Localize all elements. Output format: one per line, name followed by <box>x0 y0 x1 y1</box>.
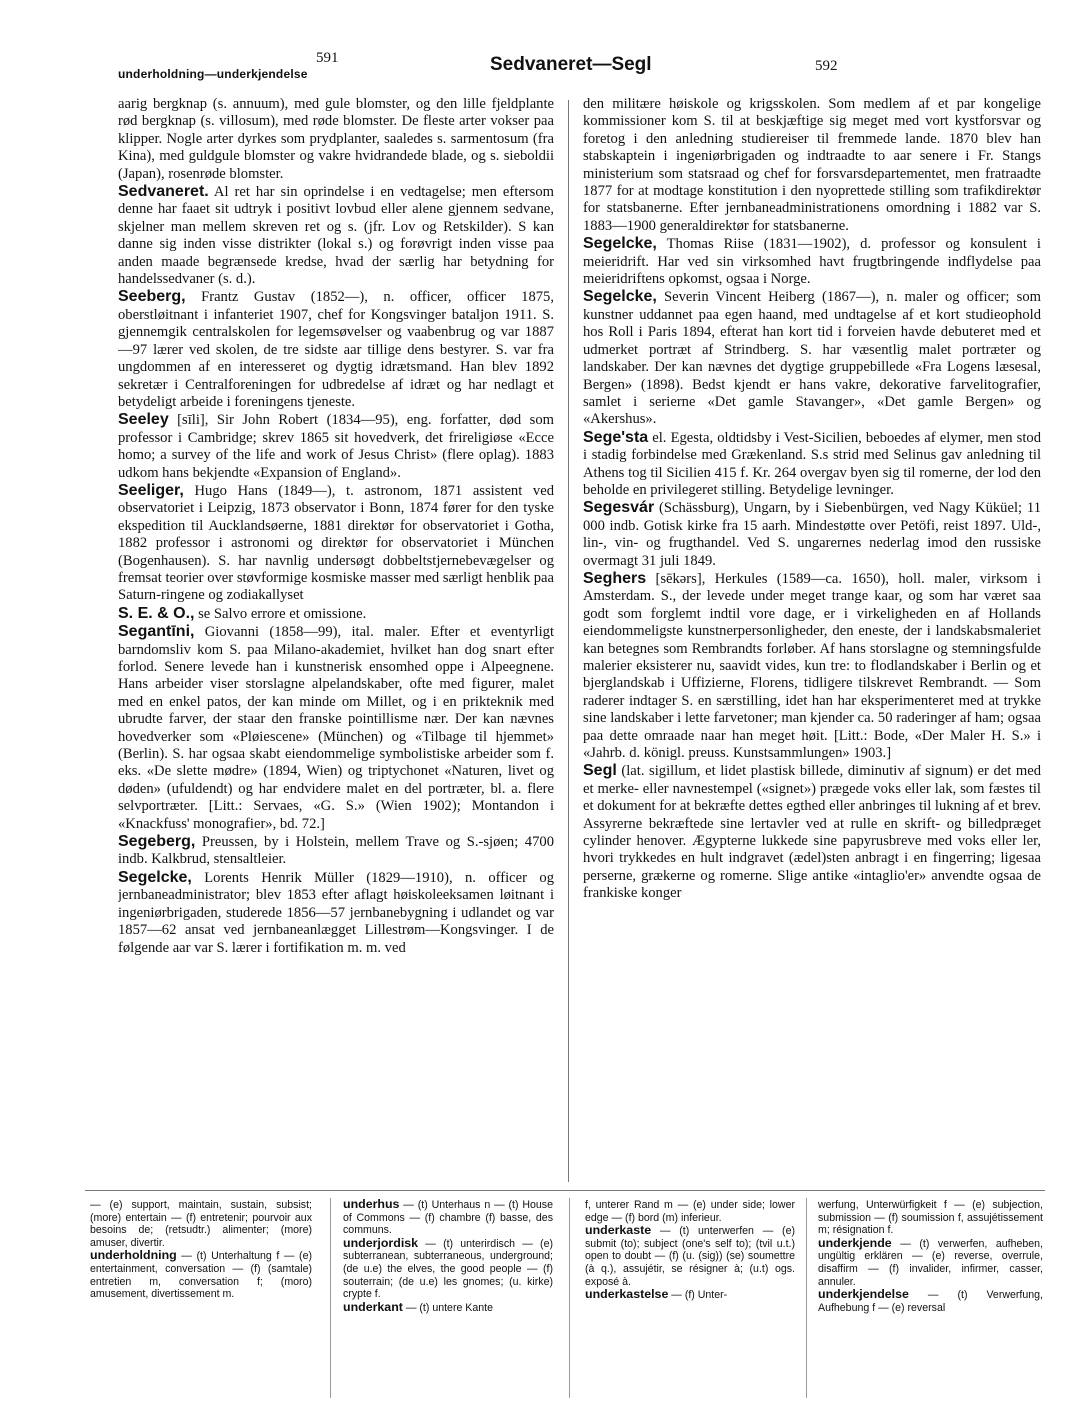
entry-headword: Seeley <box>118 411 169 429</box>
footer-entry <box>585 1224 795 1288</box>
entry-text: Preussen, by i Holstein, mellem Trave og S.-sjøen; 4700 indb. Kalkbrud, stensaltleier. <box>118 834 554 868</box>
footer-headword: underkant <box>343 1299 403 1314</box>
footer-entry <box>818 1237 1043 1288</box>
entry-text: (Schässburg), Ungarn, by i Siebenbürgen, ved Nagy Küküel; 11 000 indb. Gotisk kirke fra 15 aarh. Mindestøtte over Petöfi, reist 1897. Uld-, lin-, vin- og frugthandel. Ved S. ungarernes nederlag imod den russiske overmagt 31 juli 1849. <box>583 500 1041 569</box>
entry-text: Lorents Henrik Müller (1829—1910), n. officer og jernbaneadministrator; blev 1853 efter aflagt høiskoleeksamen løitnant i ingeniørbrigaden, studerede 1856—57 jernbanebygning i udlandet og var 1857—62 ansat ved jernbaneanlægget Lillestrøm—Kongsvinger. I de følgende aar var S. lærer i fortifikation m. m. ved <box>118 869 554 956</box>
entry-text: [sīli], Sir John Robert (1834—95), eng. forfatter, død som professor i Cambridge; skrev 1865 sit hovedverk, det frireligiøse «Ecce homo; a survey of the life and work of Jesus Christ» (flere oplag). 1883 udkom hans bekjendte «Expansion of England». <box>118 412 554 481</box>
footer-entry <box>343 1301 553 1315</box>
entry-headword: Segelcke, <box>583 288 657 306</box>
entry-headword: Seghers <box>583 569 647 587</box>
footer-headword: underkjendelse <box>818 1287 909 1302</box>
footer-column-1 <box>90 1198 312 1408</box>
entry-text: (lat. sigillum, et lidet plastisk billede, diminutiv af signum) er det med et merke- eller navnestempel («signet») prægede voks eller lak, som fæstes til et dokument for at bekræfte dettes egthed eller anbringes til lukning af et brev. Assyrerne bekræftede sine lertavler ved at rulle en skrift- og billedpræget cylinder henover. Ægypterne lukkede sine papyrusbreve med voks eller ler, hvori trykkedes en hult indgravet (ædel)sten anbragt i en fingerring; ligesaa perserne, grækerne og romerne. Slige antike «intaglio'er» anvendte ogsaa de frankiske konger <box>583 763 1041 902</box>
entry <box>583 570 1041 762</box>
entry <box>118 482 554 605</box>
entry-headword: Segelcke, <box>118 868 192 886</box>
entry-text: den militære høiskole og krigsskolen. Som medlem af et par kongelige kommissioner kom S. til at beskjæftige sig meget med vort kystforsvar og foretog i den anledning studiereiser til fremmede lande. 1870 blev han stabskaptein i ingeniørbrigaden og indtraadte to aar senere i Fr. Stangs ministerium som statsraad og chef for forsvarsdepartementet, men fratraadte 1877 for at modtage konstitution i den nyoprettede stilling som trafikdirektør for statsbanerne. Efter jernbaneadministrationens omordning i 1882 var S. 1883—1900 generaldirektør for statsbanerne. <box>583 96 1041 234</box>
entry <box>583 429 1041 500</box>
footer-text: — (t) Unterhaltung f — (e) entertainment, conversation — (f) (samtale) entretien m, conversation f; (moro) amusement, divertissement m. <box>90 1250 312 1301</box>
footer-headword: underkjende <box>818 1235 892 1250</box>
footer-text: — (t) verwerfen, aufheben, ungültig erklären — (e) reverse, overrule, disaffirm — (f) invalider, infirmer, casser, annuler. <box>818 1237 1043 1288</box>
entry-text: Thomas Riise (1831—1902), d. professor og konsulent i meieridrift. Har ved sin virksomhed havt frugtbringende indflydelse paa meieridriftens opkomst, ogsaa i Norge. <box>583 236 1041 288</box>
footer-headword: underkastelse <box>585 1287 669 1302</box>
entry-text: el. Egesta, oldtidsby i Vest-Sicilien, beboedes af elymer, men stod i stadig forbindelse med Grækenland. S.s strid med Selinus gav anledning til Athens tog til Sicilien 415 f. Kr. 264 overgav byen sig til romerne, der lod den beholde en privilegeret stilling. Betydelige levninger. <box>583 429 1041 498</box>
entry <box>118 183 554 288</box>
entry-text: Frantz Gustav (1852—), n. officer, officer 1875, oberstløitnant i infanteriet 1907, chef for Kongsvinger bataljon 1911. S. gjennemgik centralskolen for legemsøvelser og vaabenbrug og var 1887—97 lærer ved skolen, de tre sidste aar tillige dens bestyrer. S. var fra ungdommen af en interesseret og dygtig idrætsmand. Han blev 1892 sekretær i Centralforeningen for udbredelse af idræt og har nedlagt et betydeligt arbeide i foreningens tjeneste. <box>118 289 554 410</box>
entry-text: Severin Vincent Heiberg (1867—), n. maler og officer; som kunstner uddannet paa egen haand, med undtagelse af et kort studieophold hos Roll i Paris 1894, efterat han kort tid i forveien havde debuteret med et udmerket portræt af Strindberg. S. har væsentlig malet portræter og landskaber. Der kan nævnes det dygtige gruppebillede «Fra Logens læsesal, Bergen» (1898). Bedst kjendt er hans vakre, dekorative farvelitografier, samlet i serierne «Det gamle Stavanger», «Det gamle Bergen» og «Akershus». <box>583 289 1041 428</box>
entry <box>118 288 554 411</box>
entry <box>583 762 1041 902</box>
entry-headword: Segantīni, <box>118 623 195 641</box>
footer-text: — (t) unterwerfen — (e) submit (to); subject (one's self to); (tvil u.t.) open to doubt — (f) (u. (sig)) (se) soumettre (à q.), assujétir, se résigner à; (u.t) ogs. exposé à. <box>585 1225 795 1288</box>
entry-headword: Seeliger, <box>118 481 184 499</box>
footer-column-4 <box>818 1198 1043 1408</box>
entry-headword: Segesvár <box>583 499 655 517</box>
entry-text: [sēkərs], Herkules (1589—ca. 1650), holl. maler, virksom i Amsterdam. S., der levede under meget trange kaar, og som har været saa godt som forglemt indtil vore dage, er i virkeligheden en af Hollands eiendommeligste kunstnerpersonligheder, den eneste, der i landskabsmaleriet kan betegnes som Rembrandts forløber. Af hans storslagne og stemningsfulde malerier eksisterer nu, saavidt vides, kun tre: to flodlandskaber i Berlin og et bjerglandskab i Uffizierne, Florens, tidligere tilskrevet Rembrandt. — Som raderer indtager S. en særstilling, idet han har eksperimenteret med at trykke sine landskaber i lette farvetoner; man kjender ca. 50 raderinger af ham; ogsaa paa dette omraade naar han meget høit. [Litt.: Bode, «Der Maler H. S.» i «Jahrb. d. königl. preuss. Kunstsammlungen» 1903.] <box>583 570 1041 762</box>
footer-entry <box>343 1198 553 1237</box>
footer-column-2 <box>343 1198 553 1408</box>
footer-column-divider <box>330 1198 331 1398</box>
entry <box>583 235 1041 288</box>
entry-headword: Seeberg, <box>118 288 186 306</box>
right-column <box>583 95 1041 1185</box>
entry <box>118 411 554 482</box>
footer-column-divider <box>806 1198 807 1398</box>
footer-column-3 <box>585 1198 795 1408</box>
footer-text: f, unterer Rand m — (e) under side; lower edge — (f) bord (m) inferieur. <box>585 1199 795 1224</box>
footer-entry <box>818 1288 1043 1314</box>
entry-headword: Segeberg, <box>118 833 196 851</box>
footer-entry <box>585 1198 795 1224</box>
entry-text: se Salvo errore et omissione. <box>194 605 367 622</box>
footer-text: — (t) Unterhaus n — (t) House of Commons — (f) chambre (f) basse, des communs. <box>343 1199 553 1237</box>
footer-entry <box>585 1288 795 1302</box>
entry <box>118 95 554 183</box>
entry-headword: Sege'sta <box>583 428 649 446</box>
left-guide-words: underholdning—underkjendelse <box>118 67 308 81</box>
footer-headword: underkaste <box>585 1223 652 1238</box>
entry-text: aarig bergknap (s. annuum), med gule blomster, og den lille fjeldplante rød bergknap (s. villosum), med røde blomster. De fleste arter vokser paa klipper. Nogle arter dyrkes som prydplanter, saaledes s. sarmentosum (fra Kina), med guldgule blomster og vakre hvidrandede blade, og s. sieboldii (Japan), rosenrøde blomster. <box>118 96 554 182</box>
right-page-number: 592 <box>815 58 838 74</box>
entry-headword: S. E. & O., <box>118 604 195 622</box>
entry-headword: Segl <box>583 762 617 780</box>
footer-entry <box>90 1249 312 1300</box>
entry <box>583 95 1041 235</box>
left-column <box>118 95 554 1185</box>
entry-text: Giovanni (1858—99), ital. maler. Efter et eventyrligt barndomsliv kom S. paa Milano-akademiet, hvilket han dog snart efter forlod. Senere levede han i kunstnerisk ensomhed oppe i Alpeegnene. Hans arbeider viser storslagne alpelandskaber, ofte med figurer, malet med en enkel patos, der kan minde om Millet, og i en prikteknik med ubrudte farver, der staar den franske pointillisme nær. Der kan nævnes hovedverker som «Pløiescene» (München) og «Tilbage til hjemmet» (Berlin). S. har ogsaa skabt eiendommelige symbolistiske arbeider som f. eks. «De slette mødre» (1894, Wien) og triptychonet «Naturen, livet og døden» (ufuldendt) og har endvidere malet en del portræter, bl. a. flere selvportræter. [Litt.: Servaes, «G. S.» (Wien 1902); Montandon i «Knackfuss' monografier», bd. 72.] <box>118 624 554 832</box>
footer-text: — (t) unterirdisch — (e) subterranean, subterraneous, underground; (de u.e) the elves, the good people — (f) souterrain; (de u.e) les gnomes; (u. kirke) crypte f. <box>343 1237 553 1301</box>
footer-text: — (t) Verwerfung, Aufhebung f — (e) reversal <box>818 1289 1043 1314</box>
column-divider <box>568 100 569 1182</box>
entry <box>118 605 554 623</box>
footer-text: — (f) Unter- <box>668 1289 728 1302</box>
footer-text: — (e) support, maintain, sustain, subsist; (more) entertain — (f) entretenir; pourvoir aux besoins de; (retsudtr.) alimenter; (more) amuser, divertir. <box>90 1199 312 1249</box>
left-page-number: 591 <box>316 50 339 66</box>
entry <box>118 869 554 957</box>
entry-headword: Segelcke, <box>583 235 657 253</box>
footer-headword: underholdning <box>90 1248 177 1263</box>
footer-headword: underhus <box>343 1198 400 1211</box>
entry-text: Al ret har sin oprindelse i en vedtagelse; men eftersom denne har faaet sit udtryk i positivt lovbud eller alene gjennem sedvane, skjelner man mellem skreven ret og s. (jfr. Lov og Retskilder). S kan danne sig inden visse distrikter (lokal s.) og forøvrigt inden visse paa anden maade begrænsede kredse, hvad der særlig har betydning for handelssedvaner (s. d.). <box>118 184 554 288</box>
footer-entry <box>90 1198 312 1249</box>
entry <box>583 288 1041 428</box>
entry <box>583 499 1041 570</box>
footer-entry <box>343 1237 553 1301</box>
entry <box>118 623 554 833</box>
entry <box>118 833 554 869</box>
footer-divider <box>85 1190 1045 1191</box>
footer-text: — (t) untere Kante <box>402 1301 493 1314</box>
entry-headword: Sedvaneret. <box>118 183 209 201</box>
footer-text: werfung, Unterwürfigkeit f — (e) subjection, submission — (f) soumission f, assujétissement m; résignation f. <box>818 1199 1043 1237</box>
footer-headword: underjordisk <box>343 1235 419 1250</box>
entry-text: Hugo Hans (1849—), t. astronom, 1871 assistent ved observatoriet i Leipzig, 1873 observator i Bonn, 1874 fører for den tyske ekspedition til Aucklandsøerne, 1881 direktør for observatoriet i Gotha, 1882 professor i astronomi og direktør for observatoriet i München (Bogenhausen). S. har navnlig undersøgt dobbeltstjernebevægelser og fremsat teorier over støvformige kosmiske masser med særligt henblik paa Saturn-ringene og zodiakallyset <box>118 482 554 604</box>
footer-column-divider <box>569 1198 570 1398</box>
footer-entry <box>818 1198 1043 1237</box>
page-title: Sedvaneret—Segl <box>490 54 652 75</box>
